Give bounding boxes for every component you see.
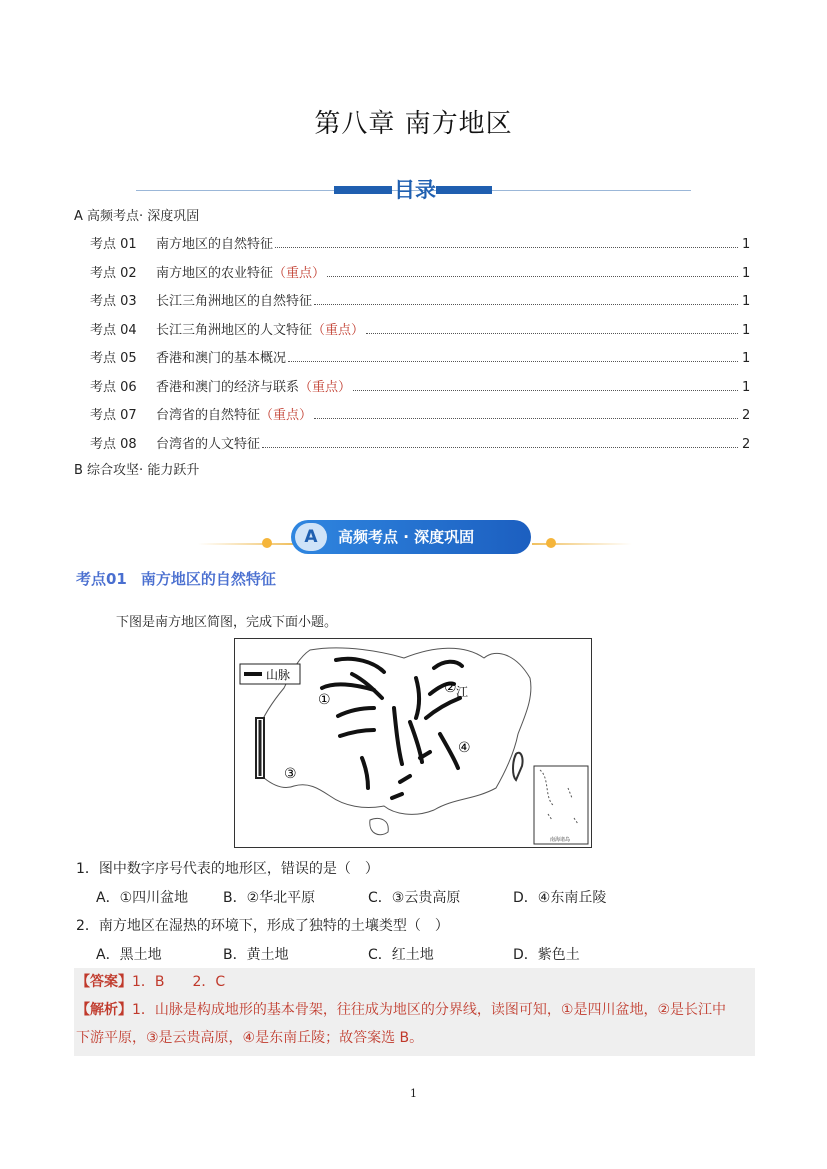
toc-item-number: 考点 04 bbox=[90, 322, 137, 338]
map-inset-label: 南海诸岛 bbox=[550, 837, 571, 843]
page-title: 第八章 南方地区 bbox=[314, 109, 513, 139]
toc-leader-dots bbox=[327, 276, 738, 277]
question-2-options bbox=[96, 944, 580, 964]
toc-leader-dots bbox=[314, 418, 738, 419]
analysis-line-1 bbox=[76, 996, 756, 1024]
toc-leader-dots bbox=[288, 361, 738, 362]
toc-item-number: 考点 03 bbox=[90, 294, 137, 309]
toc-item[interactable] bbox=[90, 403, 750, 423]
toc-bar-left bbox=[334, 186, 392, 194]
kaodian-number: 考点01 bbox=[76, 570, 127, 588]
toc-item-key-tag: （重点） bbox=[273, 265, 326, 281]
toc-item-page: 1 bbox=[742, 265, 751, 281]
toc-item-number: 考点 01 bbox=[90, 237, 137, 252]
toc-item[interactable] bbox=[90, 261, 750, 281]
toc-item-page: 1 bbox=[742, 351, 751, 366]
q1-option-a[interactable]: A．①四川盆地 bbox=[96, 890, 189, 906]
toc-item-text: 长江三角洲地区的自然特征 bbox=[156, 294, 313, 309]
kaodian-heading bbox=[76, 568, 276, 589]
toc-section-b[interactable]: B 综合攻坚· 能力跃升 bbox=[74, 463, 200, 478]
map-label-3: ③ bbox=[284, 766, 297, 782]
question-2-stem: 2．南方地区在湿热的环境下，形成了独特的土壤类型（ ） bbox=[76, 918, 449, 934]
toc-item-key-tag: （重点） bbox=[299, 379, 352, 395]
toc-item-number: 考点 02 bbox=[90, 265, 137, 281]
toc-item-page: 1 bbox=[742, 237, 751, 252]
q1-option-b[interactable]: B．②华北平原 bbox=[223, 890, 316, 906]
analysis-line-2: 下游平原，③是云贵高原，④是东南丘陵；故答案选 B。 bbox=[76, 1030, 424, 1046]
toc-item-key-tag: （重点） bbox=[312, 322, 365, 338]
toc-item-number: 考点 07 bbox=[90, 408, 137, 423]
toc-leader-dots bbox=[275, 247, 738, 248]
toc-item[interactable] bbox=[90, 432, 750, 452]
toc-item-page: 1 bbox=[742, 294, 751, 309]
toc-item-text: 台湾省的自然特征 bbox=[156, 408, 261, 423]
answer-text: 1．B 2．C bbox=[132, 974, 226, 990]
toc-item-number: 考点 08 bbox=[90, 436, 137, 452]
map-legend: 山脉 bbox=[266, 668, 291, 682]
map-label-4: ④ bbox=[458, 740, 471, 756]
toc-item[interactable] bbox=[90, 318, 750, 338]
q2-option-d[interactable]: D．紫色土 bbox=[513, 947, 580, 963]
map-label-2: ② bbox=[444, 680, 457, 696]
toc-item[interactable] bbox=[90, 289, 750, 309]
toc-item-number: 考点 05 bbox=[90, 351, 137, 366]
q2-option-b[interactable]: B．黄土地 bbox=[223, 947, 289, 963]
toc-item-text: 南方地区的自然特征 bbox=[156, 237, 274, 252]
question-1-stem: 1．图中数字序号代表的地形区，错误的是（ ） bbox=[76, 861, 379, 877]
toc-item-page: 1 bbox=[742, 322, 751, 338]
analysis-text-1: 1．山脉是构成地形的基本骨架，往往成为地区的分界线，读图可知，①是四川盆地，②是长江中 bbox=[132, 1002, 727, 1018]
question-intro: 下图是南方地区简图，完成下面小题。 bbox=[116, 615, 338, 630]
page-number: 1 bbox=[410, 1087, 417, 1100]
toc-item-page: 2 bbox=[742, 408, 751, 423]
toc-item-key-tag: （重点） bbox=[260, 408, 313, 423]
toc-bar-right bbox=[436, 186, 492, 194]
toc-item-text: 台湾省的人文特征 bbox=[156, 436, 261, 452]
toc-leader-dots bbox=[314, 304, 738, 305]
toc-item-number: 考点 06 bbox=[90, 379, 137, 395]
toc-item-page: 1 bbox=[742, 379, 751, 395]
south-china-map bbox=[234, 638, 592, 848]
toc-item-text: 长江三角洲地区的人文特征 bbox=[156, 322, 313, 338]
toc-heading: 目录 bbox=[394, 178, 436, 202]
answer-label: 【答案】 bbox=[76, 974, 132, 990]
toc-item-text: 香港和澳门的经济与联系 bbox=[156, 379, 300, 395]
q1-option-c[interactable]: C．③云贵高原 bbox=[368, 890, 461, 906]
analysis-label: 【解析】 bbox=[76, 1002, 132, 1018]
toc-item[interactable] bbox=[90, 232, 750, 252]
question-1-options bbox=[96, 887, 606, 907]
kaodian-title: 南方地区的自然特征 bbox=[140, 570, 276, 588]
map-label-river: 江 bbox=[456, 685, 469, 699]
toc-item-text: 香港和澳门的基本概况 bbox=[156, 351, 287, 366]
banner-text: 高频考点 · 深度巩固 bbox=[338, 528, 475, 546]
toc-section-a[interactable]: A 高频考点· 深度巩固 bbox=[74, 209, 200, 224]
banner-dot-right bbox=[546, 538, 556, 548]
toc-leader-dots bbox=[353, 390, 738, 391]
q2-option-c[interactable]: C．红土地 bbox=[368, 947, 434, 963]
map-label-1: ① bbox=[318, 692, 331, 708]
toc-item[interactable] bbox=[90, 375, 750, 395]
banner-badge: A bbox=[295, 523, 327, 551]
toc-leader-dots bbox=[262, 447, 738, 448]
toc-item[interactable] bbox=[90, 346, 750, 366]
toc-item-page: 2 bbox=[742, 436, 751, 452]
toc-leader-dots bbox=[366, 333, 738, 334]
toc-item-text: 南方地区的农业特征 bbox=[156, 265, 274, 281]
answer-line bbox=[76, 968, 225, 996]
q1-option-d[interactable]: D．④东南丘陵 bbox=[513, 890, 607, 906]
q2-option-a[interactable]: A．黑土地 bbox=[96, 947, 162, 963]
banner-line-left bbox=[198, 543, 293, 545]
banner-dot-left bbox=[262, 538, 272, 548]
